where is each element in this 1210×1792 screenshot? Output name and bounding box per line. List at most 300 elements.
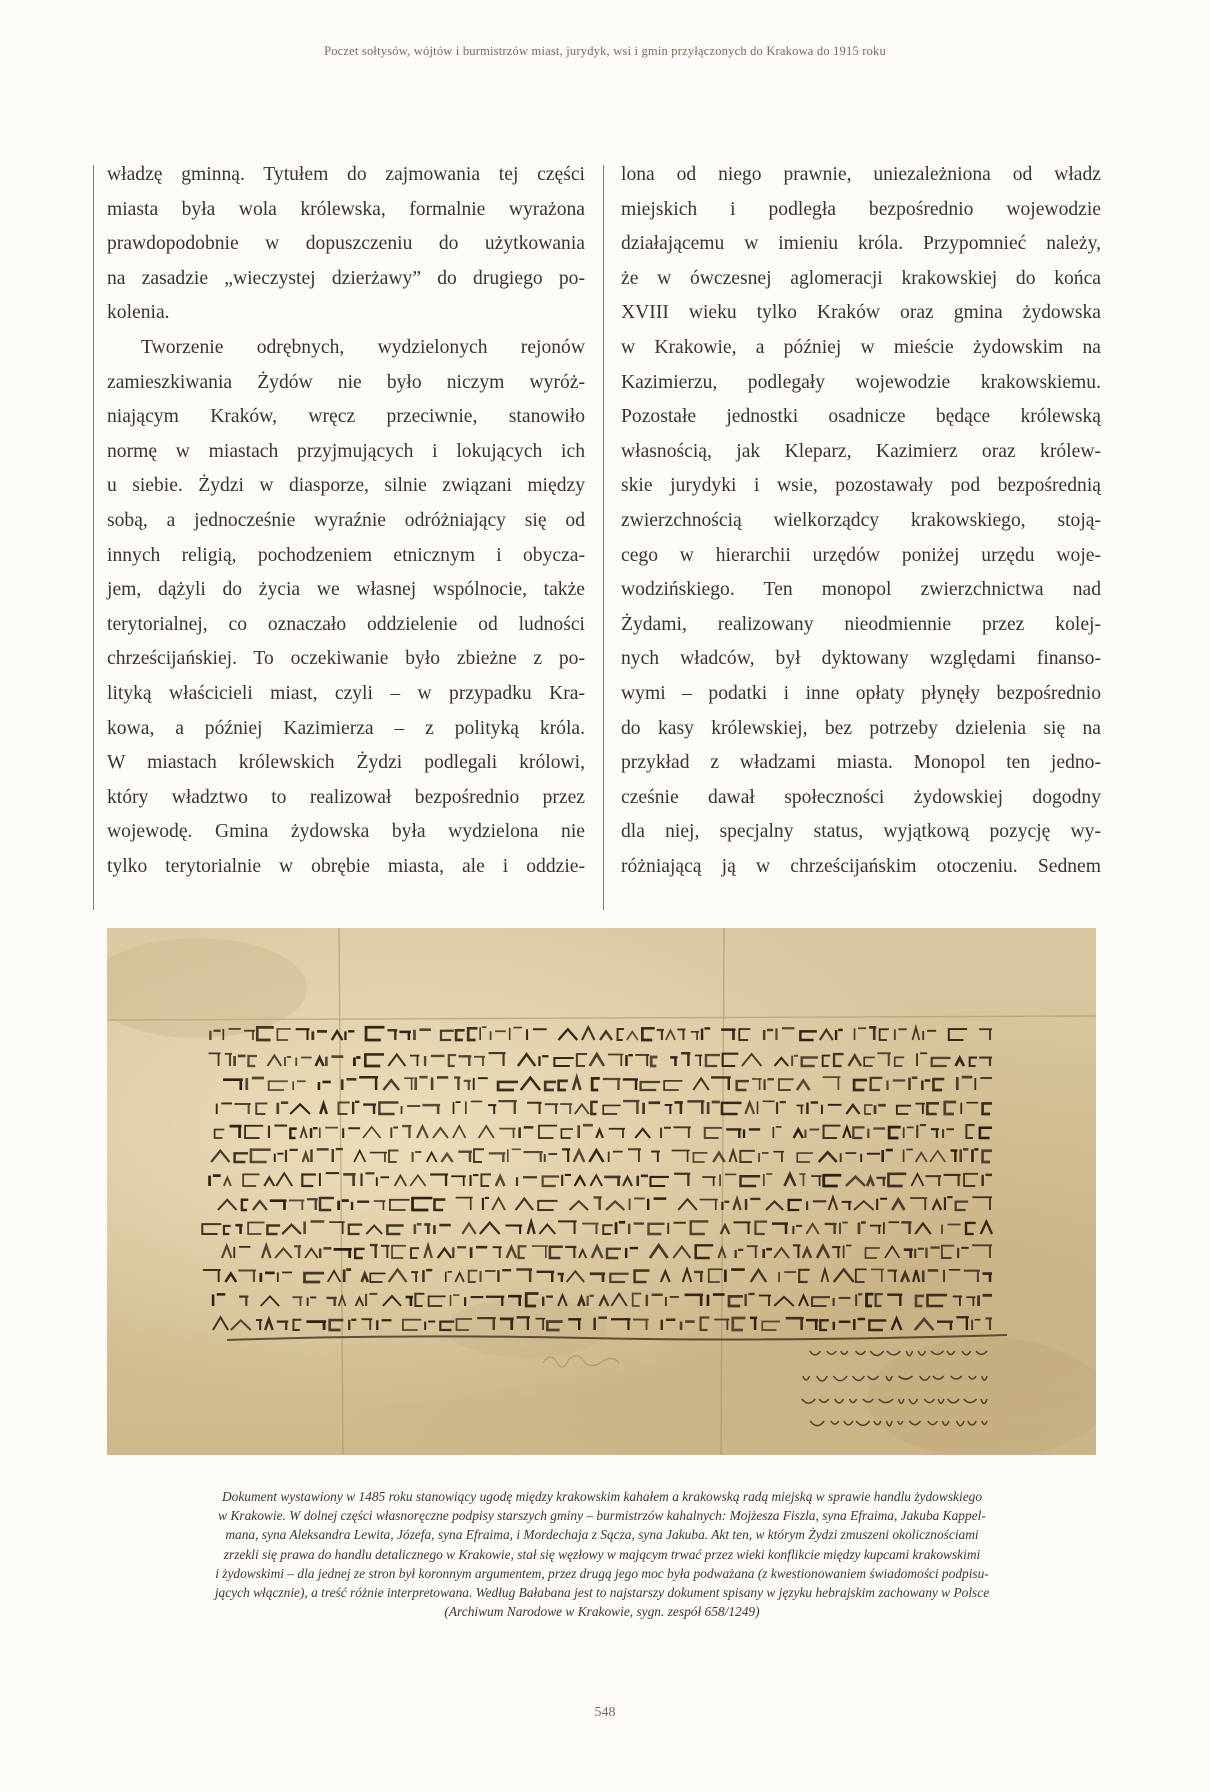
text-line: wodzińskiego. Ten monopol zwierzchnictwa nad <box>621 579 1101 601</box>
script-glyph <box>979 1029 992 1040</box>
text-line: własnością, jak Kleparz, Kazimierz oraz królew- <box>621 440 1101 462</box>
script-glyph <box>320 1104 326 1114</box>
script-glyph <box>779 1079 794 1090</box>
script-glyph <box>638 1176 648 1186</box>
script-glyph <box>904 1127 914 1138</box>
script-glyph <box>210 1176 221 1186</box>
script-glyph <box>374 1201 386 1210</box>
script-glyph <box>545 1154 557 1162</box>
script-glyph <box>305 1221 325 1234</box>
script-glyph <box>389 1269 407 1282</box>
script-glyph <box>635 1055 649 1066</box>
script-glyph <box>820 1030 833 1040</box>
script-glyph <box>558 1029 577 1040</box>
script-glyph <box>454 1078 460 1090</box>
script-glyph <box>966 1223 976 1234</box>
script-glyph <box>282 1225 301 1234</box>
script-glyph <box>736 1250 744 1258</box>
script-glyph <box>276 1173 292 1186</box>
script-glyph <box>383 1296 401 1306</box>
script-glyph <box>242 1200 248 1210</box>
script-glyph <box>417 1126 428 1138</box>
script-glyph <box>730 1151 737 1162</box>
running-head: Poczet sołtysów, wójtów i burmistrzów miast, jurydyk, wsi i gmin przyłączonych do Krakowa do 1915 roku <box>324 44 886 58</box>
script-glyph <box>702 1177 715 1186</box>
script-glyph <box>498 1101 516 1114</box>
script-glyph <box>726 1129 741 1138</box>
script-glyph <box>267 1225 280 1234</box>
script-glyph <box>633 1320 649 1330</box>
script-glyph <box>411 1248 419 1258</box>
script-glyph <box>708 1102 720 1114</box>
text-line: chrześcijańskiej. To oczekiwanie było zbieżne z po- <box>107 648 585 670</box>
script-glyph <box>817 1246 829 1258</box>
script-glyph <box>319 1082 331 1090</box>
manuscript-drawing <box>107 928 1096 1455</box>
script-glyph <box>913 1270 919 1282</box>
script-glyph <box>320 1173 339 1186</box>
signature-stroke <box>856 1351 866 1354</box>
script-glyph <box>737 1081 749 1090</box>
signature-stroke <box>833 1376 847 1381</box>
script-glyph <box>700 1200 718 1210</box>
script-glyph <box>519 1246 527 1258</box>
text-line: przykład z władzami miasta. Monopol ten jedno- <box>621 752 1101 774</box>
script-glyph <box>683 1269 691 1282</box>
script-glyph <box>930 1151 945 1162</box>
script-glyph <box>278 1103 288 1114</box>
script-glyph <box>474 1149 484 1162</box>
script-glyph <box>446 1272 452 1282</box>
script-glyph <box>915 1319 934 1330</box>
script-glyph <box>609 1152 623 1162</box>
script-glyph <box>733 1199 740 1210</box>
script-glyph <box>604 1177 620 1186</box>
script-glyph <box>871 1269 884 1282</box>
script-glyph <box>664 1081 682 1090</box>
script-glyph <box>539 1126 557 1138</box>
script-glyph <box>927 1103 939 1114</box>
script-glyph <box>807 1201 826 1210</box>
script-glyph <box>957 1077 972 1090</box>
text-line: cego w hierarchii urzędów poniżej urzędu woje- <box>621 544 1101 566</box>
script-glyph <box>695 1055 702 1066</box>
script-glyph <box>543 1177 559 1186</box>
script-glyph <box>608 1054 623 1066</box>
script-glyph <box>429 1296 446 1306</box>
column-rule-middle <box>603 165 604 910</box>
text-line: który władztwo to realizował bezpośrednio przez <box>107 786 585 808</box>
script-glyph <box>733 1318 746 1330</box>
script-glyph <box>958 1248 968 1258</box>
text-line: miejskich i podległa bezpośrednio wojewodzie <box>621 198 1101 220</box>
script-glyph <box>339 1201 349 1210</box>
script-glyph <box>744 1129 760 1138</box>
script-glyph <box>633 1294 642 1306</box>
script-glyph <box>966 1125 974 1138</box>
script-glyph <box>844 1245 852 1258</box>
script-glyph <box>391 1128 398 1138</box>
script-glyph <box>370 1153 387 1162</box>
script-glyph <box>370 1273 385 1282</box>
script-glyph <box>799 1296 808 1306</box>
script-glyph <box>651 1177 669 1186</box>
script-glyph <box>867 1294 874 1306</box>
script-glyph <box>876 1178 885 1186</box>
script-glyph <box>434 1225 450 1234</box>
script-glyph <box>303 1153 309 1162</box>
script-glyph <box>648 1199 666 1210</box>
script-glyph <box>539 1225 555 1234</box>
script-glyph <box>841 1153 857 1162</box>
text-line: wojewodę. Gmina żydowska była wydzielona nie <box>107 821 585 843</box>
text-line: W miastach królewskich Żydzi podlegali królowi, <box>107 752 585 774</box>
script-glyph <box>326 1057 343 1066</box>
script-glyph <box>777 1102 786 1114</box>
script-glyph <box>308 1297 317 1306</box>
script-glyph <box>570 1201 588 1210</box>
script-glyph <box>661 1271 670 1282</box>
script-glyph <box>982 1274 992 1282</box>
script-glyph <box>456 1030 464 1040</box>
script-glyph <box>825 1224 837 1234</box>
script-glyph <box>979 1058 992 1066</box>
script-glyph <box>307 1199 318 1210</box>
script-glyph <box>943 1129 954 1138</box>
signature-stroke <box>827 1351 836 1354</box>
script-glyph <box>981 1222 992 1234</box>
script-glyph <box>516 1269 532 1282</box>
script-glyph <box>871 1078 883 1090</box>
text-line: w Krakowie, a później w mieście żydowskim na <box>621 336 1101 358</box>
script-glyph <box>596 1130 603 1138</box>
script-glyph <box>301 1128 307 1138</box>
script-glyph <box>979 1295 992 1306</box>
script-glyph <box>296 1029 310 1040</box>
signature-stroke <box>803 1376 810 1380</box>
script-glyph <box>980 1128 992 1138</box>
script-glyph <box>949 1029 967 1040</box>
script-glyph <box>424 1245 431 1258</box>
script-glyph <box>265 1319 273 1330</box>
script-glyph <box>222 1246 231 1258</box>
script-glyph <box>474 1057 485 1066</box>
script-glyph <box>618 1029 624 1040</box>
text-line: prawdopodobnie w dopuszczeniu do użytkowania <box>107 233 585 255</box>
script-glyph <box>589 1150 603 1162</box>
page-number: 548 <box>594 1705 616 1720</box>
signature-stroke <box>844 1421 853 1425</box>
signature-stroke <box>831 1421 839 1424</box>
text-line: na zasadzie „wieczystej dzierżawy” do drugiego po- <box>107 267 585 289</box>
script-glyph <box>687 1101 704 1114</box>
script-glyph <box>234 1104 250 1114</box>
script-glyph <box>649 1224 665 1234</box>
script-glyph <box>594 1197 602 1210</box>
script-glyph <box>915 1223 930 1234</box>
script-glyph <box>481 1271 496 1282</box>
script-glyph <box>468 1028 477 1040</box>
script-glyph <box>869 1027 876 1040</box>
script-glyph <box>575 1176 586 1186</box>
script-glyph <box>479 1126 494 1138</box>
script-glyph <box>528 1222 535 1234</box>
text-line: Kazimierzu, podlegały wojewodzie krakowskiemu. <box>621 371 1101 393</box>
script-glyph <box>224 1226 231 1234</box>
script-glyph <box>441 1154 452 1162</box>
caption-line: jących włącznie), a treść różnie interpretowana. Według Bałabana jest to najstarszy dokument spisany w języku hebrajskim zachowany w Polsce <box>214 1585 990 1601</box>
script-glyph <box>354 1058 360 1066</box>
script-glyph <box>415 1294 424 1306</box>
script-glyph <box>927 1295 947 1306</box>
script-glyph <box>674 1102 682 1114</box>
script-glyph <box>334 1249 352 1258</box>
script-glyph <box>359 1077 378 1090</box>
script-glyph <box>884 1222 899 1234</box>
script-glyph <box>203 1270 221 1282</box>
script-glyph <box>693 1078 709 1090</box>
script-glyph <box>356 1298 364 1306</box>
script-glyph <box>623 1177 632 1186</box>
script-glyph <box>972 1320 980 1330</box>
text-line: Żydami, realizowany nieodmiennie przez kolej- <box>621 613 1101 635</box>
script-glyph <box>670 1057 677 1066</box>
script-glyph <box>887 1295 902 1306</box>
script-glyph <box>701 1317 710 1330</box>
script-glyph <box>471 1247 487 1258</box>
text-line: niającym Kraków, wręcz przeciwnie, stanowiło <box>107 406 585 428</box>
script-glyph <box>565 1247 576 1258</box>
script-glyph <box>892 1199 904 1210</box>
script-glyph <box>458 1152 472 1162</box>
script-glyph <box>590 1054 604 1066</box>
script-glyph <box>592 1078 600 1090</box>
script-glyph <box>623 1079 638 1090</box>
script-glyph <box>353 1102 359 1114</box>
script-glyph <box>458 1056 471 1066</box>
script-glyph <box>218 1200 237 1210</box>
script-glyph <box>518 1054 535 1066</box>
script-glyph <box>523 1152 542 1162</box>
script-glyph <box>406 1297 413 1306</box>
script-glyph <box>869 1320 886 1330</box>
script-glyph <box>972 1149 978 1162</box>
script-glyph <box>854 1201 874 1210</box>
script-glyph <box>389 1150 399 1162</box>
text-line: innych religią, pochodzeniem etnicznym i obycza- <box>107 544 585 566</box>
script-glyph <box>267 1055 281 1066</box>
script-glyph <box>742 1054 762 1066</box>
script-glyph <box>764 1030 773 1040</box>
script-glyph <box>741 1176 761 1186</box>
script-glyph <box>758 1101 775 1114</box>
script-glyph <box>723 1054 739 1066</box>
script-glyph <box>245 1126 263 1138</box>
script-glyph <box>904 1250 913 1258</box>
script-glyph <box>505 1226 522 1234</box>
script-glyph <box>942 1224 961 1234</box>
script-glyph <box>635 1271 650 1282</box>
script-glyph <box>747 1246 758 1258</box>
script-glyph <box>603 1225 613 1234</box>
text-line: że w ówczesnej aglomeracji krakowskiej do końca <box>621 267 1101 289</box>
script-glyph <box>661 1128 671 1138</box>
script-glyph <box>574 1150 585 1162</box>
script-glyph <box>332 1031 342 1040</box>
signature-stroke <box>810 1351 821 1355</box>
script-glyph <box>746 1294 755 1306</box>
script-glyph <box>532 1246 548 1258</box>
script-glyph <box>578 1298 584 1306</box>
script-glyph <box>493 1247 502 1258</box>
script-glyph <box>836 1030 843 1040</box>
script-glyph <box>592 1246 603 1258</box>
script-glyph <box>807 1102 818 1114</box>
script-glyph <box>901 1273 909 1282</box>
script-glyph <box>225 1054 232 1066</box>
script-glyph <box>956 1058 964 1066</box>
script-glyph <box>762 1322 780 1330</box>
script-glyph <box>427 1153 437 1162</box>
script-glyph <box>462 1223 475 1234</box>
script-glyph <box>877 1199 887 1210</box>
script-glyph <box>415 1224 422 1234</box>
script-glyph <box>456 1198 473 1210</box>
script-glyph <box>361 1319 372 1330</box>
script-glyph <box>706 1055 720 1066</box>
script-glyph <box>673 1127 690 1138</box>
script-glyph <box>275 1248 292 1258</box>
script-glyph <box>362 1274 368 1282</box>
script-glyph <box>895 1057 904 1066</box>
script-glyph <box>773 1152 784 1162</box>
script-glyph <box>922 1081 930 1090</box>
script-glyph <box>590 1175 602 1186</box>
script-glyph <box>379 1102 398 1114</box>
text-line: kolenia. <box>107 302 170 324</box>
script-glyph <box>644 1103 660 1114</box>
script-glyph <box>970 1058 977 1066</box>
signature-stroke <box>835 1399 844 1403</box>
manuscript-image <box>107 928 1096 1455</box>
script-glyph <box>387 1225 403 1234</box>
script-glyph <box>492 1198 505 1210</box>
script-glyph <box>666 1031 675 1040</box>
script-glyph <box>606 1201 624 1210</box>
script-glyph <box>797 1153 813 1162</box>
script-glyph <box>320 1128 338 1138</box>
script-glyph <box>916 1104 925 1114</box>
script-glyph <box>751 1270 766 1282</box>
script-glyph <box>765 1079 774 1090</box>
script-glyph <box>685 1295 704 1306</box>
script-glyph <box>945 1102 956 1114</box>
script-glyph <box>806 1320 818 1330</box>
script-glyph <box>931 1129 939 1138</box>
script-glyph <box>261 1296 279 1306</box>
script-glyph <box>264 1177 274 1186</box>
script-glyph <box>413 1198 433 1210</box>
script-glyph <box>773 1127 781 1138</box>
script-glyph <box>609 1129 625 1138</box>
script-glyph <box>651 1152 660 1162</box>
script-glyph <box>895 1029 907 1040</box>
caption-line: i żydowskimi – dla jednej ze stron był koronnym argumentem, przez drugą jego moc była podważana (z kwestionowaniem świadomości podpisu- <box>215 1565 989 1581</box>
script-glyph <box>696 1245 713 1258</box>
script-glyph <box>944 1270 960 1282</box>
script-glyph <box>650 1245 668 1258</box>
text-line: do kasy królewskiej, bez potrzeby dzielenia się na <box>621 717 1101 739</box>
archive-note <box>543 1356 619 1367</box>
caption-line: w Krakowie. W dolnej części własnoręczne podpisy starszych gminy – burmistrzów kahalnych: Mojżesza Fiszla, syna Efraima, Jakuba Kappel- <box>218 1508 986 1524</box>
script-glyph <box>913 1027 920 1040</box>
text-line: u siebie. Żydzi w diasporze, silnie związani między <box>107 475 585 497</box>
script-glyph <box>471 1175 479 1186</box>
text-line: Pozostałe jednostki osadnicze będące królewską <box>621 406 1101 428</box>
script-glyph <box>430 1175 448 1186</box>
script-glyph <box>366 1294 377 1306</box>
signature-stroke <box>870 1351 883 1356</box>
script-glyph <box>926 1248 939 1258</box>
script-glyph <box>705 1128 722 1138</box>
script-glyph <box>642 1028 654 1040</box>
script-glyph <box>956 1317 969 1330</box>
script-glyph <box>786 1318 804 1330</box>
script-glyph <box>213 1317 228 1330</box>
script-glyph <box>911 1174 923 1186</box>
script-glyph <box>381 1246 389 1258</box>
script-glyph <box>579 1125 593 1138</box>
text-line: działającemu w imieniu króla. Przypomnieć należy, <box>621 233 1101 255</box>
script-glyph <box>202 1224 221 1234</box>
script-glyph <box>370 1245 378 1258</box>
script-glyph <box>590 1274 605 1282</box>
script-glyph <box>797 1081 810 1090</box>
script-glyph <box>657 1030 664 1040</box>
script-glyph <box>230 1126 242 1138</box>
script-glyph <box>270 1201 287 1210</box>
script-glyph <box>290 1104 310 1114</box>
script-glyph <box>290 1129 296 1138</box>
script-glyph <box>772 1224 788 1234</box>
script-glyph <box>239 1297 248 1306</box>
script-glyph <box>823 1077 841 1090</box>
script-glyph <box>611 1319 631 1330</box>
script-glyph <box>537 1272 555 1282</box>
script-glyph <box>729 1296 743 1306</box>
script-glyph <box>588 1296 594 1306</box>
text-line: kowa, a później Kazimierza – z polityką króla. <box>107 717 585 739</box>
script-glyph <box>433 1128 448 1138</box>
script-glyph <box>424 1224 430 1234</box>
script-glyph <box>779 1272 796 1282</box>
script-glyph <box>789 1200 802 1210</box>
script-glyph <box>562 1149 570 1162</box>
script-glyph <box>366 1027 384 1040</box>
script-glyph <box>277 1029 290 1040</box>
script-glyph <box>562 1175 571 1186</box>
signature-stroke <box>841 1351 848 1354</box>
script-glyph <box>629 1224 644 1234</box>
script-glyph <box>856 1269 867 1282</box>
text-line: skie jurydyki i wsie, pozostawały pod bezpośrednią <box>621 475 1101 497</box>
script-glyph <box>311 1149 328 1162</box>
script-glyph <box>953 1296 962 1306</box>
caption-line: Dokument wystawiony w 1485 roku stanowiący ugodę między krakowskim kahałem a krakowską radą miejską w sprawie handlu żydowskiego <box>221 1489 983 1504</box>
script-glyph <box>866 1248 880 1258</box>
script-glyph <box>803 1248 811 1258</box>
script-glyph <box>327 1298 337 1306</box>
